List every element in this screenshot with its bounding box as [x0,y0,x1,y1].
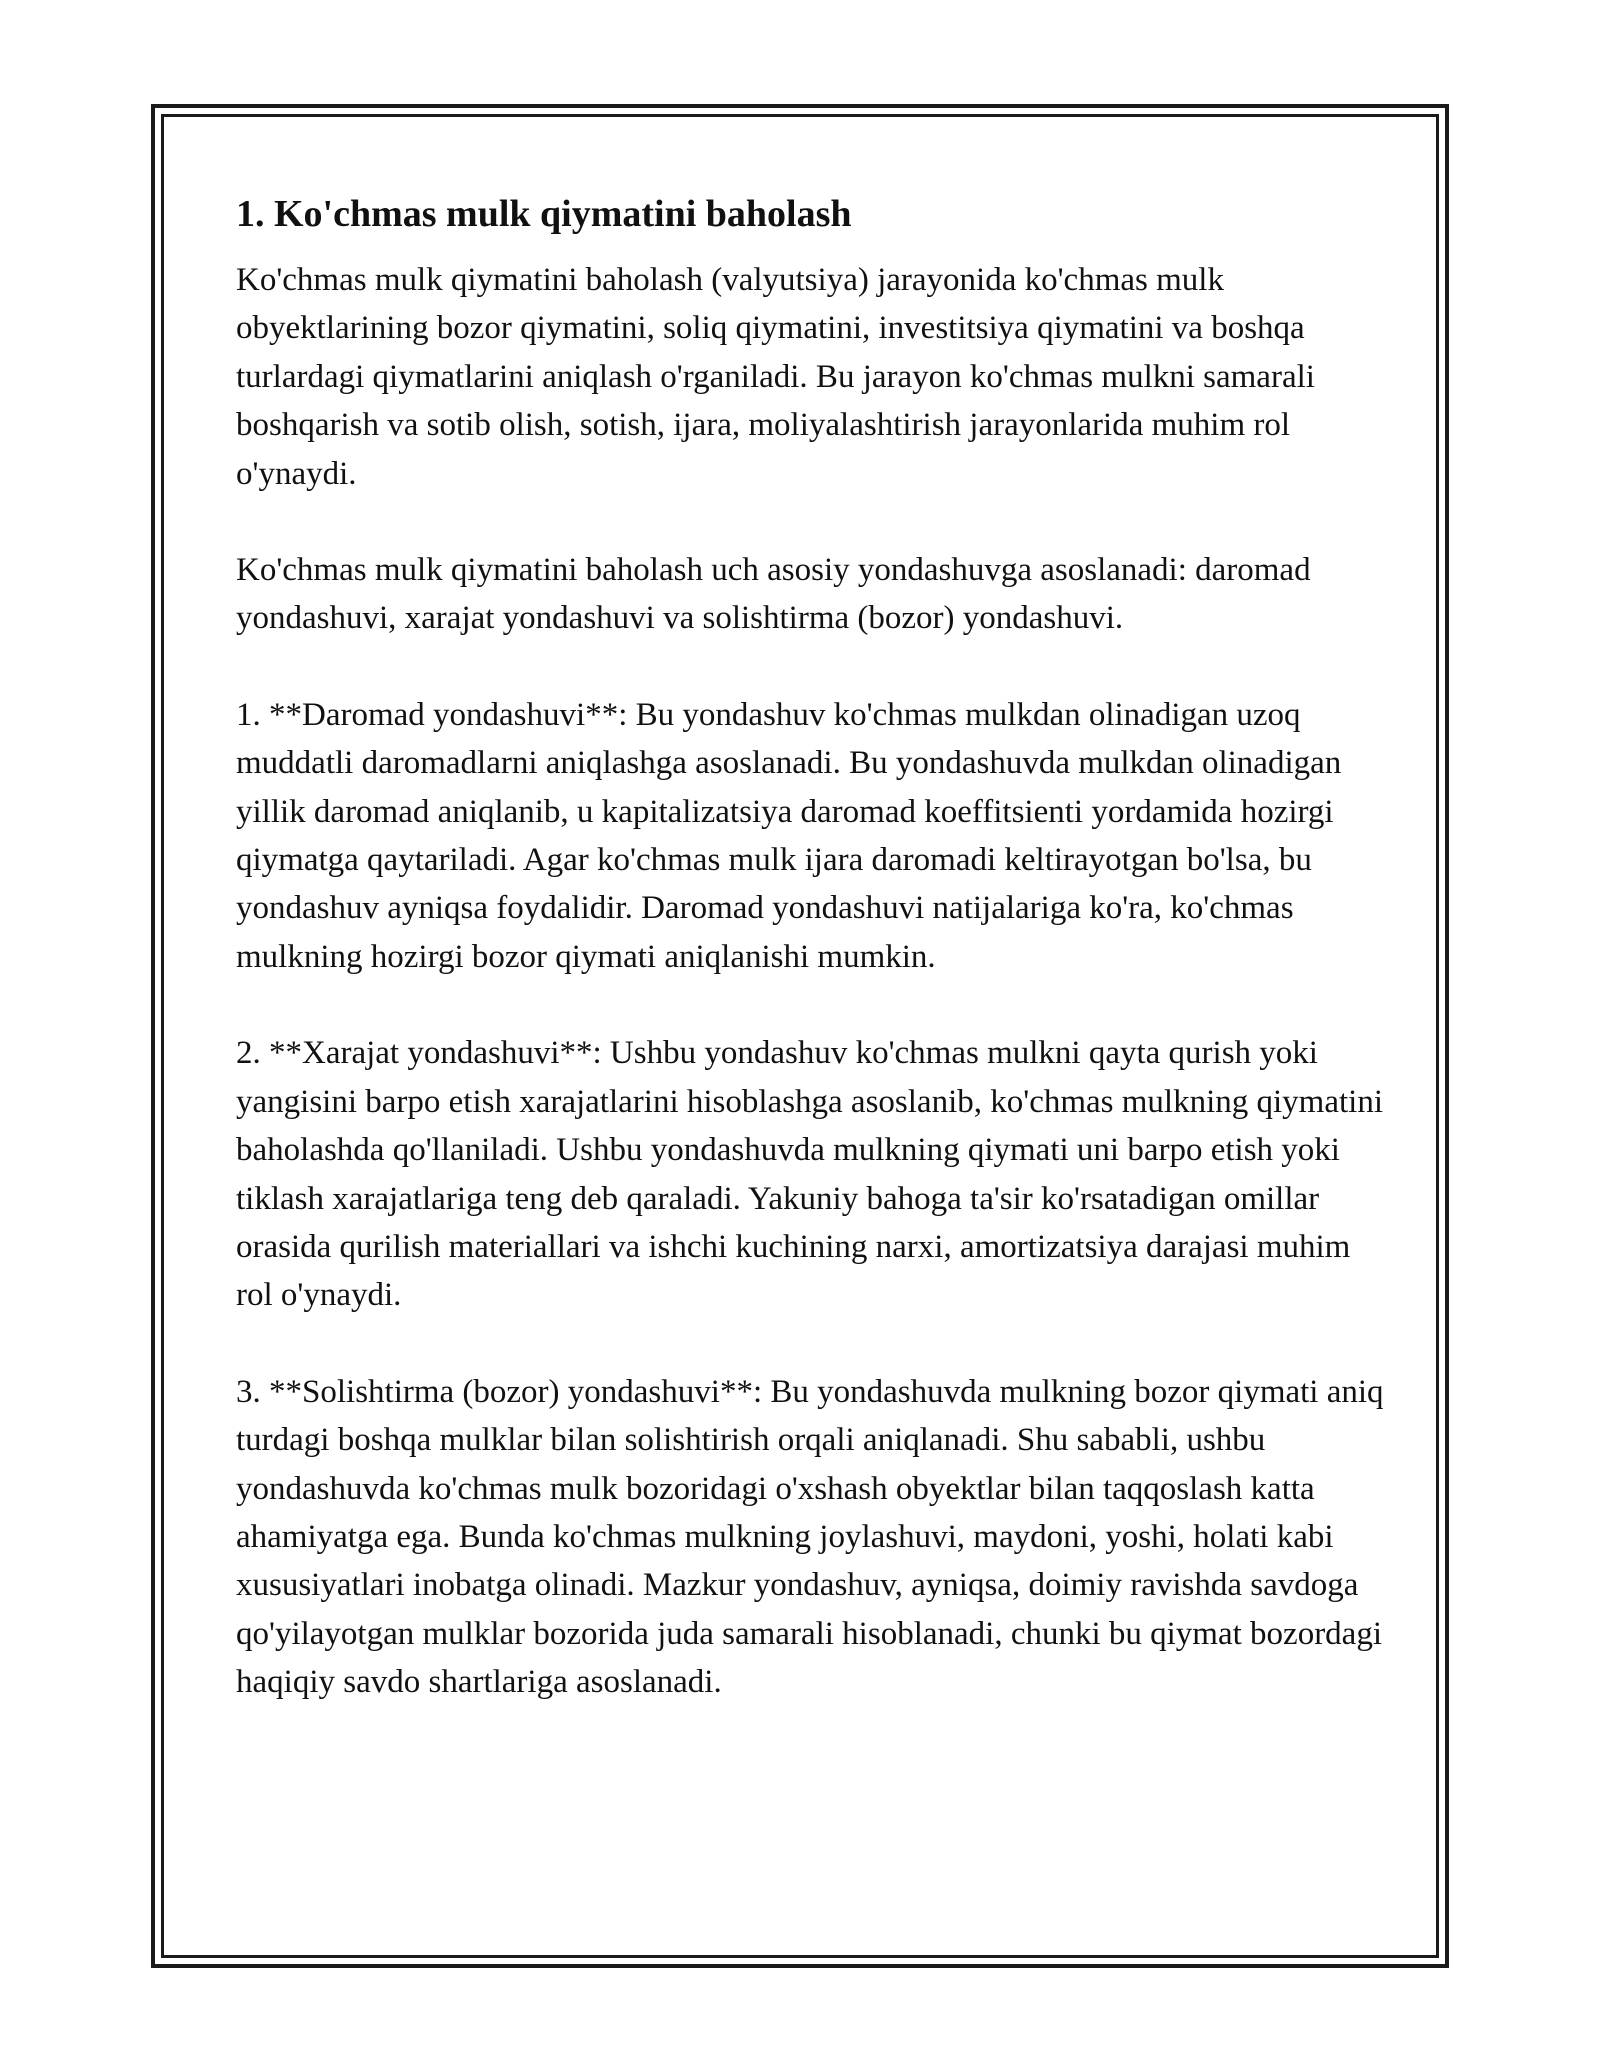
paragraph-income-approach: 1. **Daromad yondashuvi**: Bu yondashuv ko'chmas mulkdan olinadigan uzoq muddatli daromadlarni aniqlashga asoslanadi. Bu yondashuvda mulkdan olinadigan yillik daromad aniqlanib, u kapitalizatsiya daromad koeffitsienti yordamida hozirgi qiymatga qaytariladi. Agar ko'chmas mulk ijara daromadi keltirayotgan bo'lsa, bu yondashuv ayniqsa foydalidir. Daromad yondashuvi natijalariga ko'ra, ko'chmas mulkning hozirgi bozor qiymati aniqlanishi mumkin. [236,696,1342,975]
paragraph-intro: Ko'chmas mulk qiymatini baholash (valyutsiya) jarayonida ko'chmas mulk obyektlarining bozor qiymatini, soliq qiymatini, investitsiya qiymatini va boshqa turlardagi qiymatlarini aniqlash o'rganiladi. Bu jarayon ko'chmas mulkni samarali boshqarish va sotib olish, sotish, ijara, moliyalashtirish jarayonlarida muhim rol o'ynaydi. [236,262,1315,492]
section-heading: 1. Ko'chmas mulk qiymatini baholash [236,193,852,235]
paragraph-market-approach: 3. **Solishtirma (bozor) yondashuvi**: Bu yondashuvda mulkning bozor qiymati aniq turdagi boshqa mulklar bilan solishtirish orqali aniqlanadi. Shu sababli, ushbu yondashuvda ko'chmas mulk bozoridagi o'xshash obyektlar bilan taqqoslash katta ahamiyatga ega. Bunda ko'chmas mulkning joylashuvi, maydoni, yoshi, holati kabi xususiyatlari inobatga olinadi. Mazkur yondashuv, ayniqsa, doimiy ravishda savdoga qo'yilayotgan mulklar bozorida juda samarali hisoblanadi, chunki bu qiymat bozordagi haqiqiy savdo shartlariga asoslanadi. [236,1373,1384,1701]
document-body [236,186,1386,1755]
paragraph-cost-approach: 2. **Xarajat yondashuvi**: Ushbu yondashuv ko'chmas mulkni qayta qurish yoki yangisini barpo etish xarajatlarini hisoblashga asoslanib, ko'chmas mulkning qiymatini baholashda qo'llaniladi. Ushbu yondashuvda mulkning qiymati uni barpo etish yoki tiklash xarajatlariga teng deb qaraladi. Yakuniy bahoga ta'sir ko'rsatadigan omillar orasida qurilish materiallari va ishchi kuchining narxi, amortizatsiya darajasi muhim rol o'ynaydi. [236,1035,1383,1314]
paragraph-approaches: Ko'chmas mulk qiymatini baholash uch asosiy yondashuvga asoslanadi: daromad yondashuvi, xarajat yondashuvi va solishtirma (bozor) yondashuvi. [236,552,1311,637]
